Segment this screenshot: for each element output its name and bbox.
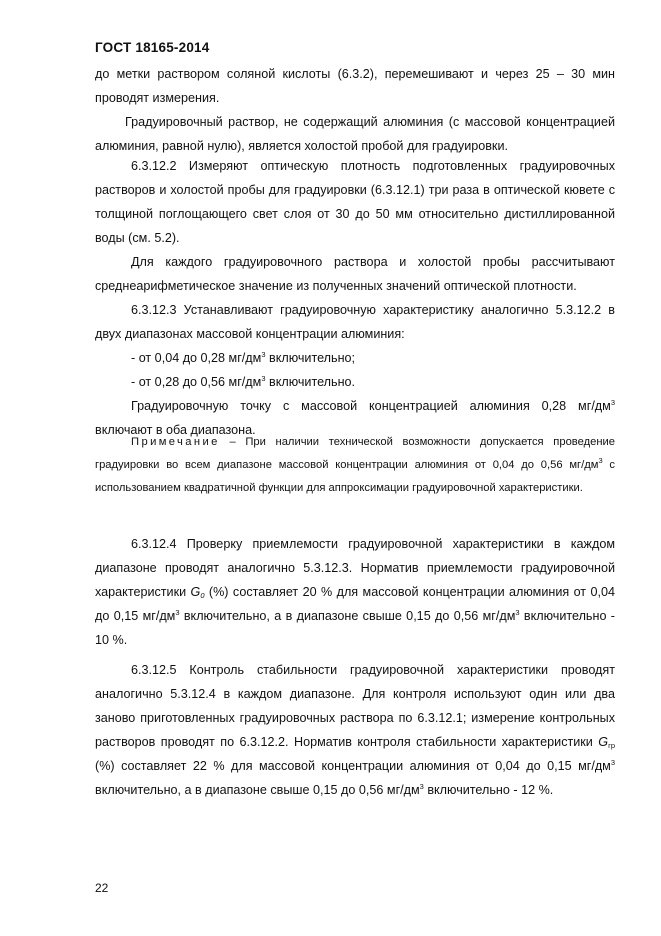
paragraph-6-3-12-2: 6.3.12.2 Измеряют оптическую плотность подготовленных градуировочных растворов и холостой пробы для градуировки (6.3.12.1) три раза в оптической кювете с толщиной поглощающего свет слоя от 30 до 50 мм относительно дистиллированной воды (см. 5.2). — [95, 159, 615, 245]
paragraph-continuation: до метки раствором соляной кислоты (6.3.2), перемешивают и через 25 – 30 мин проводят измерения. — [95, 67, 615, 105]
list-item: - от 0,28 до 0,56 $мг/дм^3$ включительно. — [131, 374, 356, 389]
paragraph-6-3-12-3: 6.3.12.3 Устанавливают градуировочную характеристику аналогично 5.3.12.2 в двух диапазонах массовой концентрации алюминия: — [95, 303, 615, 341]
paragraph-calibration-point: Градуировочную точку с массовой концентрацией алюминия 0,28 $мг/дм^3$ включают в оба диапазона. — [95, 398, 615, 437]
document-header: ГОСТ 18165-2014 — [95, 40, 210, 55]
paragraph-blank-sample: Градуировочный раствор, не содержащий алюминия (с массовой концентрацией алюминия, равной нулю), является холостой пробой для градуировки. — [95, 115, 615, 153]
note-paragraph: Примечание – При наличии технической возможности допускается проведение градуировки во всем диапазоне массовой концентрации алюминия от 0,04 до 0,56 $мг/дм^3$ с использованием квадратичной функции для аппроксимации градуировочной характеристики. — [95, 436, 616, 494]
paragraph-average: Для каждого градуировочного раствора и холостой пробы рассчитывают среднеарифметическое значение из полученных значений оптической плотности. — [95, 255, 615, 293]
text-block — [95, 62, 615, 158]
note-block — [95, 431, 615, 500]
section-6-3-12-5 — [95, 658, 615, 802]
section-6-3-12-2 — [95, 154, 615, 442]
list-item: - от 0,04 до 0,28 $мг/дм^3$ включительно; — [131, 350, 356, 365]
section-6-3-12-4 — [95, 532, 615, 652]
paragraph-6-3-12-5: 6.3.12.5 Контроль стабильности градуировочной характеристики проводят аналогично 5.3.12.4 в каждом диапазоне. Для контроля используют один или два заново приготовленных градуировочных раствора по 6.3.12.1; измерение контрольных растворов проводят по 6.3.12.2. Норматив контроля стабильности характеристики $G_{гр}$ (%) составляет 22 % для массовой концентрации алюминия от 0,04 до 0,15 $мг/дм^3$ включительно, а в диапазоне свыше 0,15 до 0,56 $мг/дм^3$ включительно - 12 %. — [95, 663, 615, 797]
page-number: 22 — [95, 881, 109, 895]
paragraph-6-3-12-4: 6.3.12.4 Проверку приемлемости градуировочной характеристики в каждом диапазоне проводят аналогично 5.3.12.3. Норматив приемлемости градуировочной характеристики $G_0$ (%) составляет 20 % для массовой концентрации алюминия от 0,04 до 0,15 $мг/дм^3$ включительно, а в диапазоне свыше 0,15 до 0,56 $мг/дм^3$ включительно - 10 %. — [95, 537, 616, 647]
note-label: Примечание — [131, 436, 220, 448]
